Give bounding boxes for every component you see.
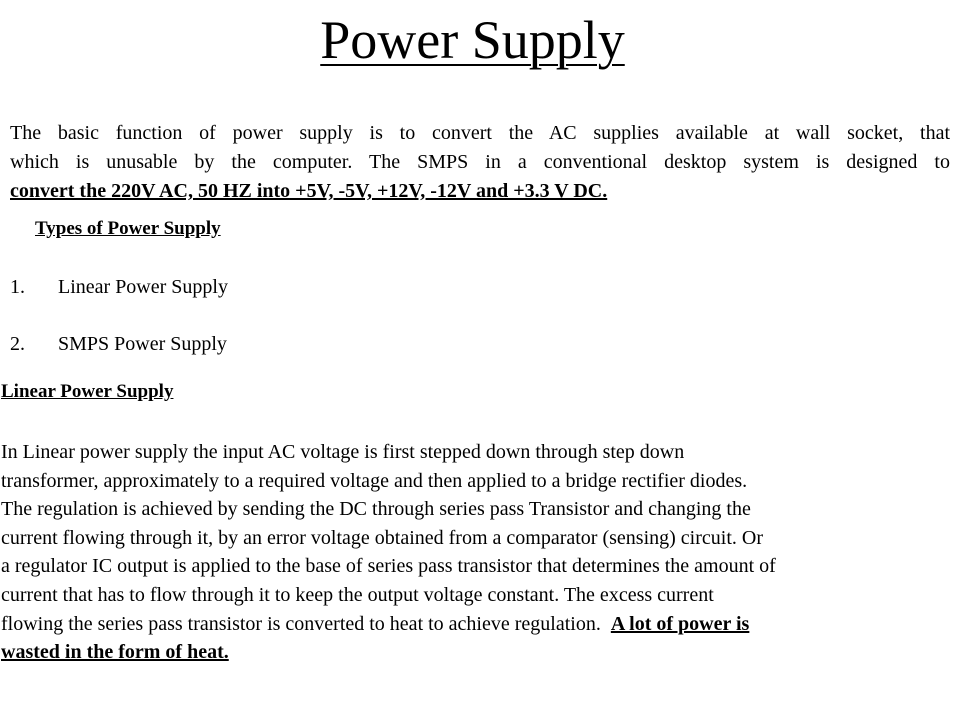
section-heading: Linear Power Supply: [1, 381, 174, 402]
intro-line: The basic function of power supply is to convert the AC supplies available at wall socket, that: [10, 122, 950, 144]
paragraph-line: transformer, approximately to a required voltage and then applied to a bridge rectifier diodes.: [1, 469, 748, 492]
intro-line: which is unusable by the computer. The SMPS in a conventional desktop system is designed to: [10, 151, 950, 173]
list-item: [10, 273, 228, 301]
paragraph-line: a regulator IC output is applied to the base of series pass transistor that determines the amount of: [1, 555, 776, 578]
list-number: 2.: [10, 333, 25, 355]
paragraph-line: current that has to flow through it to keep the output voltage constant. The excess current: [1, 583, 714, 606]
intro-paragraph: [10, 119, 950, 206]
list-label: Linear Power Supply: [58, 276, 228, 298]
linear-paragraph: [1, 438, 956, 667]
page-title: Power Supply: [320, 10, 625, 70]
paragraph-line: [1, 610, 956, 639]
types-heading: Types of Power Supply: [35, 218, 221, 239]
paragraph-line: In Linear power supply the input AC voltage is first stepped down through step down: [1, 441, 685, 463]
list-number: 1.: [10, 276, 25, 298]
list-label: SMPS Power Supply: [58, 333, 227, 355]
emphasis-text: A lot of power is: [610, 612, 750, 635]
emphasis-text: wasted in the form of heat.: [1, 641, 229, 664]
intro-highlight: convert the 220V AC, 50 HZ into +5V, -5V, +12V, -12V and +3.3 V DC.: [10, 180, 608, 202]
paragraph-text: flowing the series pass transistor is converted to heat to achieve regulation.: [1, 612, 611, 635]
paragraph-line: The regulation is achieved by sending the DC through series pass Transistor and changing the: [1, 498, 751, 521]
list-item: [10, 330, 227, 358]
paragraph-line: current flowing through it, by an error voltage obtained from a comparator (sensing) circuit. Or: [1, 526, 763, 549]
